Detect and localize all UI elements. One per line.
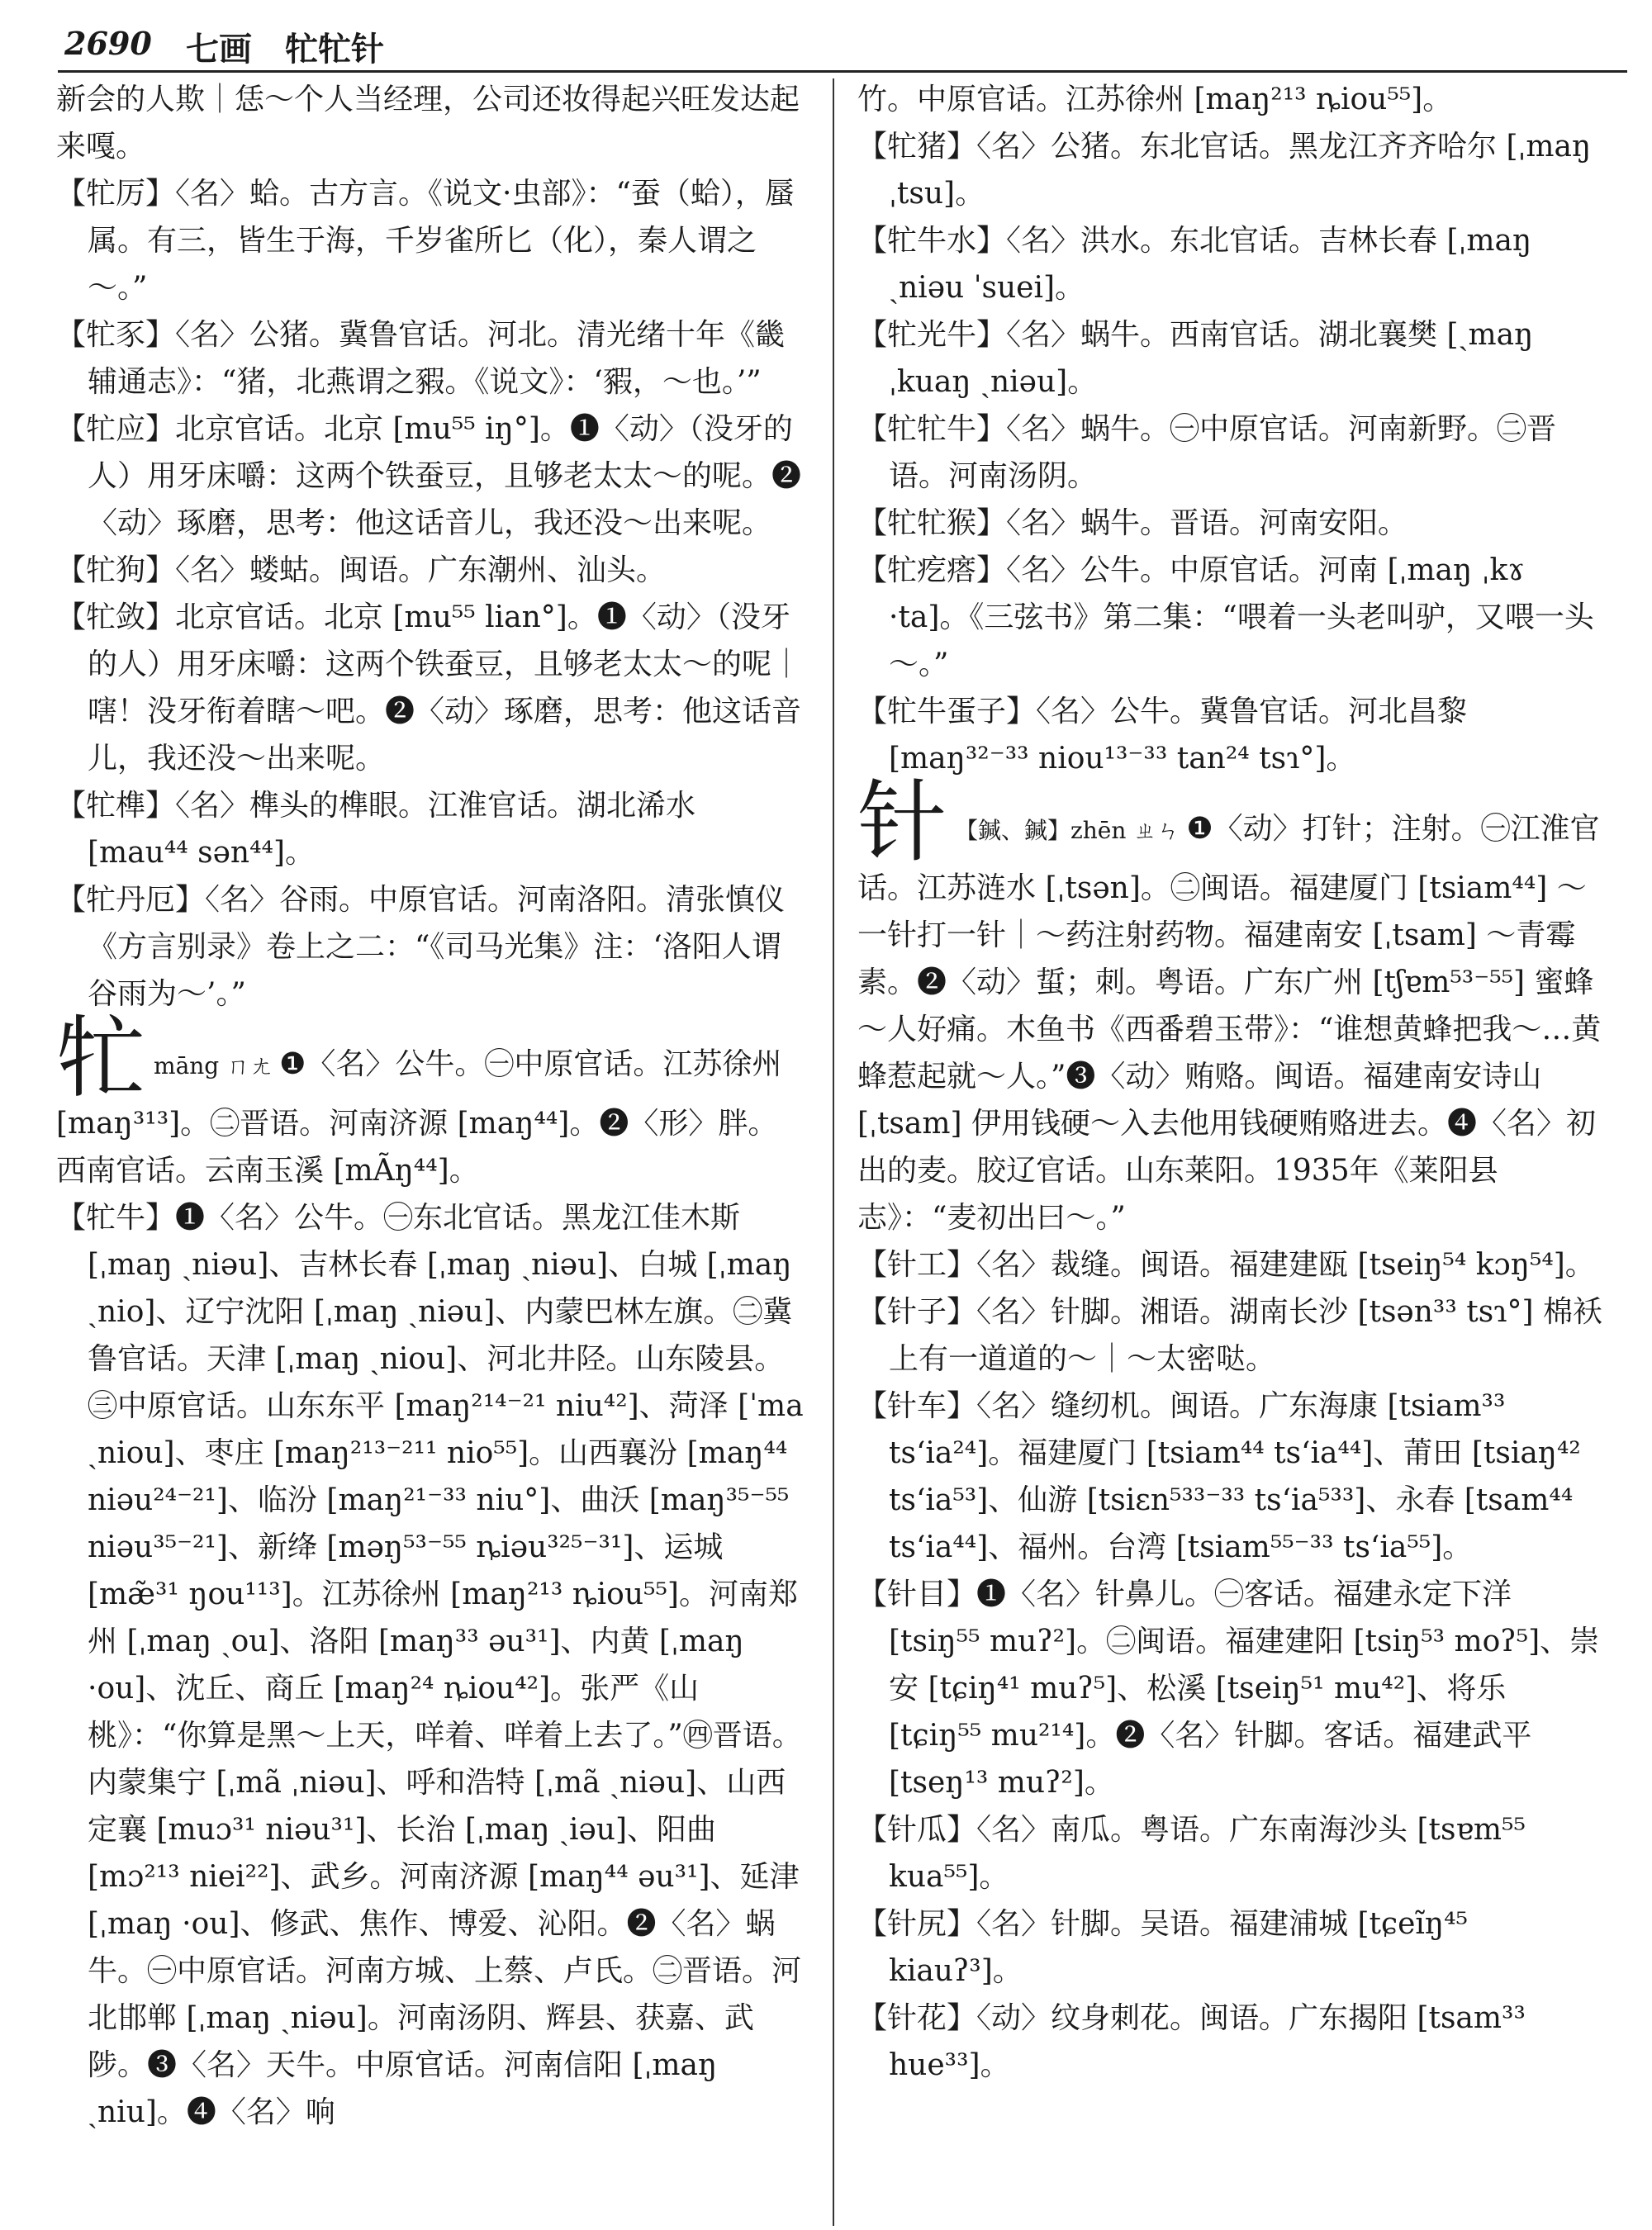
- dictionary-entry: 【针目】❶〈名〉针鼻儿。㊀客话。福建永定下洋 [tsiŋ⁵⁵ muʔ²]。㊁闽语。福建建阳 [tsiŋ⁵³ moʔ⁵]、崇安 [tɕiŋ⁴¹ muʔ⁵]、松溪 [tseiŋ⁵¹ mu⁴²]、将乐 [tɕiŋ⁵⁵ mu²¹⁴]。❷〈名〉针脚。客话。福建武平 [tseŋ¹³ muʔ²]。: [857, 1578, 1600, 1800]
- dictionary-entry: 【牤应】北京官话。北京 [mu⁵⁵ iŋ°]。❶〈动〉（没牙的人）用牙床嚼：这两个铁蚕豆，且够老太太～的呢。❷〈动〉琢磨，思考：他这话音儿，我还没～出来呢。: [56, 412, 802, 540]
- header-rule: [58, 70, 1627, 73]
- page-number: 2690: [64, 25, 152, 62]
- dictionary-entry: 【牤榫】〈名〉榫头的榫眼。江淮官话。湖北浠水 [mau⁴⁴ sən⁴⁴]。: [56, 789, 696, 870]
- headword-definition: ❶〈名〉公牛。㊀中原官话。江苏徐州 [maŋ³¹³]。㊁晋语。河南济源 [maŋ⁴⁴]。❷〈形〉胖。西南官话。云南玉溪 [mÃŋ⁴⁴]。: [56, 1047, 782, 1188]
- entry-continuation: 新会的人欺｜恁～个人当经理，公司还妆得起兴旺发达起来嘎。: [56, 83, 800, 164]
- dictionary-entry: 【牤豕】〈名〉公猪。冀鲁官话。河北。清光绪十年《畿辅通志》：“猪，北燕谓之豭。《说文》：‘豭，～也。’”: [56, 318, 786, 399]
- dictionary-entry: 【牤牛水】〈名〉洪水。东北官话。吉林长春 [ˌmaŋ ˏniəu ˈsuei]。: [857, 224, 1532, 305]
- left-column: [56, 76, 804, 2136]
- dictionary-entry: 【牤牛】❶〈名〉公牛。㊀东北官话。黑龙江佳木斯 [ˌmaŋ ˏniəu]、吉林长春 [ˌmaŋ ˏniəu]、白城 [ˌmaŋ ˏnio]、辽宁沈阳 [ˌmaŋ ˏniəu]、内蒙巴林左旗。㊁冀鲁官话。天津 [ˌmaŋ ˏniou]、河北井陉。山东陵县。㊂中原官话。山东东平 [maŋ²¹⁴⁻²¹ niu⁴²]、菏泽 [ˈma ˏniou]、枣庄 [maŋ²¹³⁻²¹¹ nio⁵⁵]。山西襄汾 [maŋ⁴⁴ niəu²⁴⁻²¹]、临汾 [maŋ²¹⁻³³ niu°]、曲沃 [maŋ³⁵⁻⁵⁵ niəu³⁵⁻²¹]、新绛 [məŋ⁵³⁻⁵⁵ ȵiəu³²⁵⁻³¹]、运城 [mæ̃³¹ ŋou¹¹³]。江苏徐州 [maŋ²¹³ ȵiou⁵⁵]。河南郑州 [ˌmaŋ ˏou]、洛阳 [maŋ³³ əu³¹]、内黄 [ˌmaŋ ·ou]、沈丘、商丘 [maŋ²⁴ ȵiou⁴²]。张严《山桃》：“你算是黑～上天，咩着、咩着上去了。”㊃晋语。内蒙集宁 [ˌmã ˌniəu]、呼和浩特 [ˌmã ˏniəu]、山西定襄 [muɔ³¹ niəu³¹]、长治 [ˌmaŋ ˏiəu]、阳曲 [mɔ²¹³ niei²²]、武乡。河南济源 [maŋ⁴⁴ əu³¹]、延津 [ˌmaŋ ·ou]、修武、焦作、博爱、沁阳。❷〈名〉蜗牛。㊀中原官话。河南方城、上蔡、卢氏。㊁晋语。河北邯郸 [ˌmaŋ ˏniəu]。河南汤阴、辉县、获嘉、武陟。❸〈名〉天牛。中原官话。河南信阳 [ˌmaŋ ˏniu]。❹〈名〉响: [56, 1201, 804, 2129]
- dictionary-entry: 【针花】〈动〉纹身刺花。闽语。广东揭阳 [tsam³³ hue³³]。: [857, 2001, 1526, 2082]
- right-column: [857, 76, 1605, 2089]
- dictionary-entry: 【针子】〈名〉针脚。湘语。湖南长沙 [tsən³³ tsɿ°] 棉袄上有一道道的～｜～太密哒。: [857, 1295, 1602, 1376]
- headword-entry: [56, 1007, 804, 1194]
- dictionary-entry: 【牤牤牛】〈名〉蜗牛。㊀中原官话。河南新野。㊁晋语。河南汤阴。: [857, 412, 1557, 493]
- headword-character: 针: [857, 771, 947, 875]
- entry-continuation: 竹。中原官话。江苏徐州 [maŋ²¹³ ȵiou⁵⁵]。: [857, 83, 1453, 116]
- headword-pinyin: 【鍼、鍼】zhēn ㄓㄣ: [955, 817, 1180, 844]
- dictionary-entry: 【针瓜】〈名〉南瓜。粤语。广东南海沙头 [tsɐm⁵⁵ kua⁵⁵]。: [857, 1813, 1526, 1894]
- headword-entry: [857, 771, 1605, 1241]
- dictionary-entry: 【牤疙瘩】〈名〉公牛。中原官话。河南 [ˌmaŋ ˌkɤ ·ta]。《三弦书》第二集：“喂着一头老叫驴，又喂一头～。”: [857, 553, 1594, 681]
- headword-pinyin: māng ㄇㄤ: [154, 1052, 273, 1079]
- dictionary-entry: 【牤光牛】〈名〉蜗牛。西南官话。湖北襄樊 [ˏmaŋ ˌkuaŋ ˏniəu]。: [857, 318, 1534, 399]
- dictionary-entry: 【牤丹厄】〈名〉谷雨。中原官话。河南洛阳。清张慎仪《方言别录》卷上之二：“《司马光集》注：‘洛阳人谓谷雨为～’。”: [56, 883, 786, 1011]
- headword-character: 牤: [56, 1007, 146, 1110]
- dictionary-entry: 【牤敛】北京官话。北京 [mu⁵⁵ lian°]。❶〈动〉（没牙的人）用牙床嚼：这两个铁蚕豆，且够老太太～的呢｜嗐！没牙衔着瞎～吧。❷〈动〉琢磨，思考：他这话音儿，我还没～出来呢。: [56, 600, 802, 776]
- headword-definition: ❶〈动〉打针；注射。㊀江淮官话。江苏涟水 [ˌtsən]。㊁闽语。福建厦门 [tsiam⁴⁴] ～一针打一针｜～药注射药物。福建南安 [ˌtsam] ～青霉素。❷〈动〉蜇；刺。粤语。广东广州 [tʃɐm⁵³⁻⁵⁵] 蜜蜂～人好痛。木鱼书《西番碧玉带》：“谁想黄蜂把我～…黄蜂惹起就～人。”❸〈动〉贿赂。闽语。福建南安诗山 [ˌtsam] 伊用钱硬～入去他用钱硬贿赂进去。❹〈名〉初出的麦。胶辽官话。山东莱阳。1935年《莱阳县志》：“麦初出曰～。”: [857, 812, 1602, 1235]
- dictionary-entry: 【牤狗】〈名〉蝼蛄。闽语。广东潮州、汕头。: [56, 553, 667, 587]
- dictionary-entry: 【牤猪】〈名〉公猪。东北官话。黑龙江齐齐哈尔 [ˌmaŋ ˌtsu]。: [857, 130, 1592, 211]
- dictionary-entry: 【牤牤猴】〈名〉蜗牛。晋语。河南安阳。: [857, 506, 1408, 540]
- dictionary-entry: 【针尻】〈名〉针脚。吴语。福建浦城 [tɕeĩŋ⁴⁵ kiauʔ³]。: [857, 1907, 1468, 1988]
- dictionary-entry: 【牤牛蛋子】〈名〉公牛。冀鲁官话。河北昌黎 [maŋ³²⁻³³ niou¹³⁻³³ tan²⁴ tsɿ°]。: [857, 695, 1468, 776]
- dictionary-entry: 【牤厉】〈名〉蛤。古方言。《说文·虫部》：“蚕（蛤），蜃属。有三，皆生于海，千岁雀所匕（化），秦人谓之～。”: [56, 177, 795, 305]
- dictionary-entry: 【针工】〈名〉裁缝。闽语。福建建瓯 [tseiŋ⁵⁴ kɔŋ⁵⁴]。: [857, 1248, 1595, 1282]
- header-characters: 牤牤针: [285, 30, 384, 69]
- section-label: 七画: [186, 30, 252, 69]
- column-divider: [833, 78, 834, 2226]
- dictionary-entry: 【针车】〈名〉缝纫机。闽语。广东海康 [tsiam³³ tsʻia²⁴]。福建厦门 [tsiam⁴⁴ tsʻia⁴⁴]、莆田 [tsiaŋ⁴² tsʻia⁵³]、仙游 [tsiɛn⁵³³⁻³³ tsʻia⁵³³]、永春 [tsam⁴⁴ tsʻia⁴⁴]、福州。台湾 [tsiam⁵⁵⁻³³ tsʻia⁵⁵]。: [857, 1389, 1581, 1564]
- page-header: [0, 0, 1652, 74]
